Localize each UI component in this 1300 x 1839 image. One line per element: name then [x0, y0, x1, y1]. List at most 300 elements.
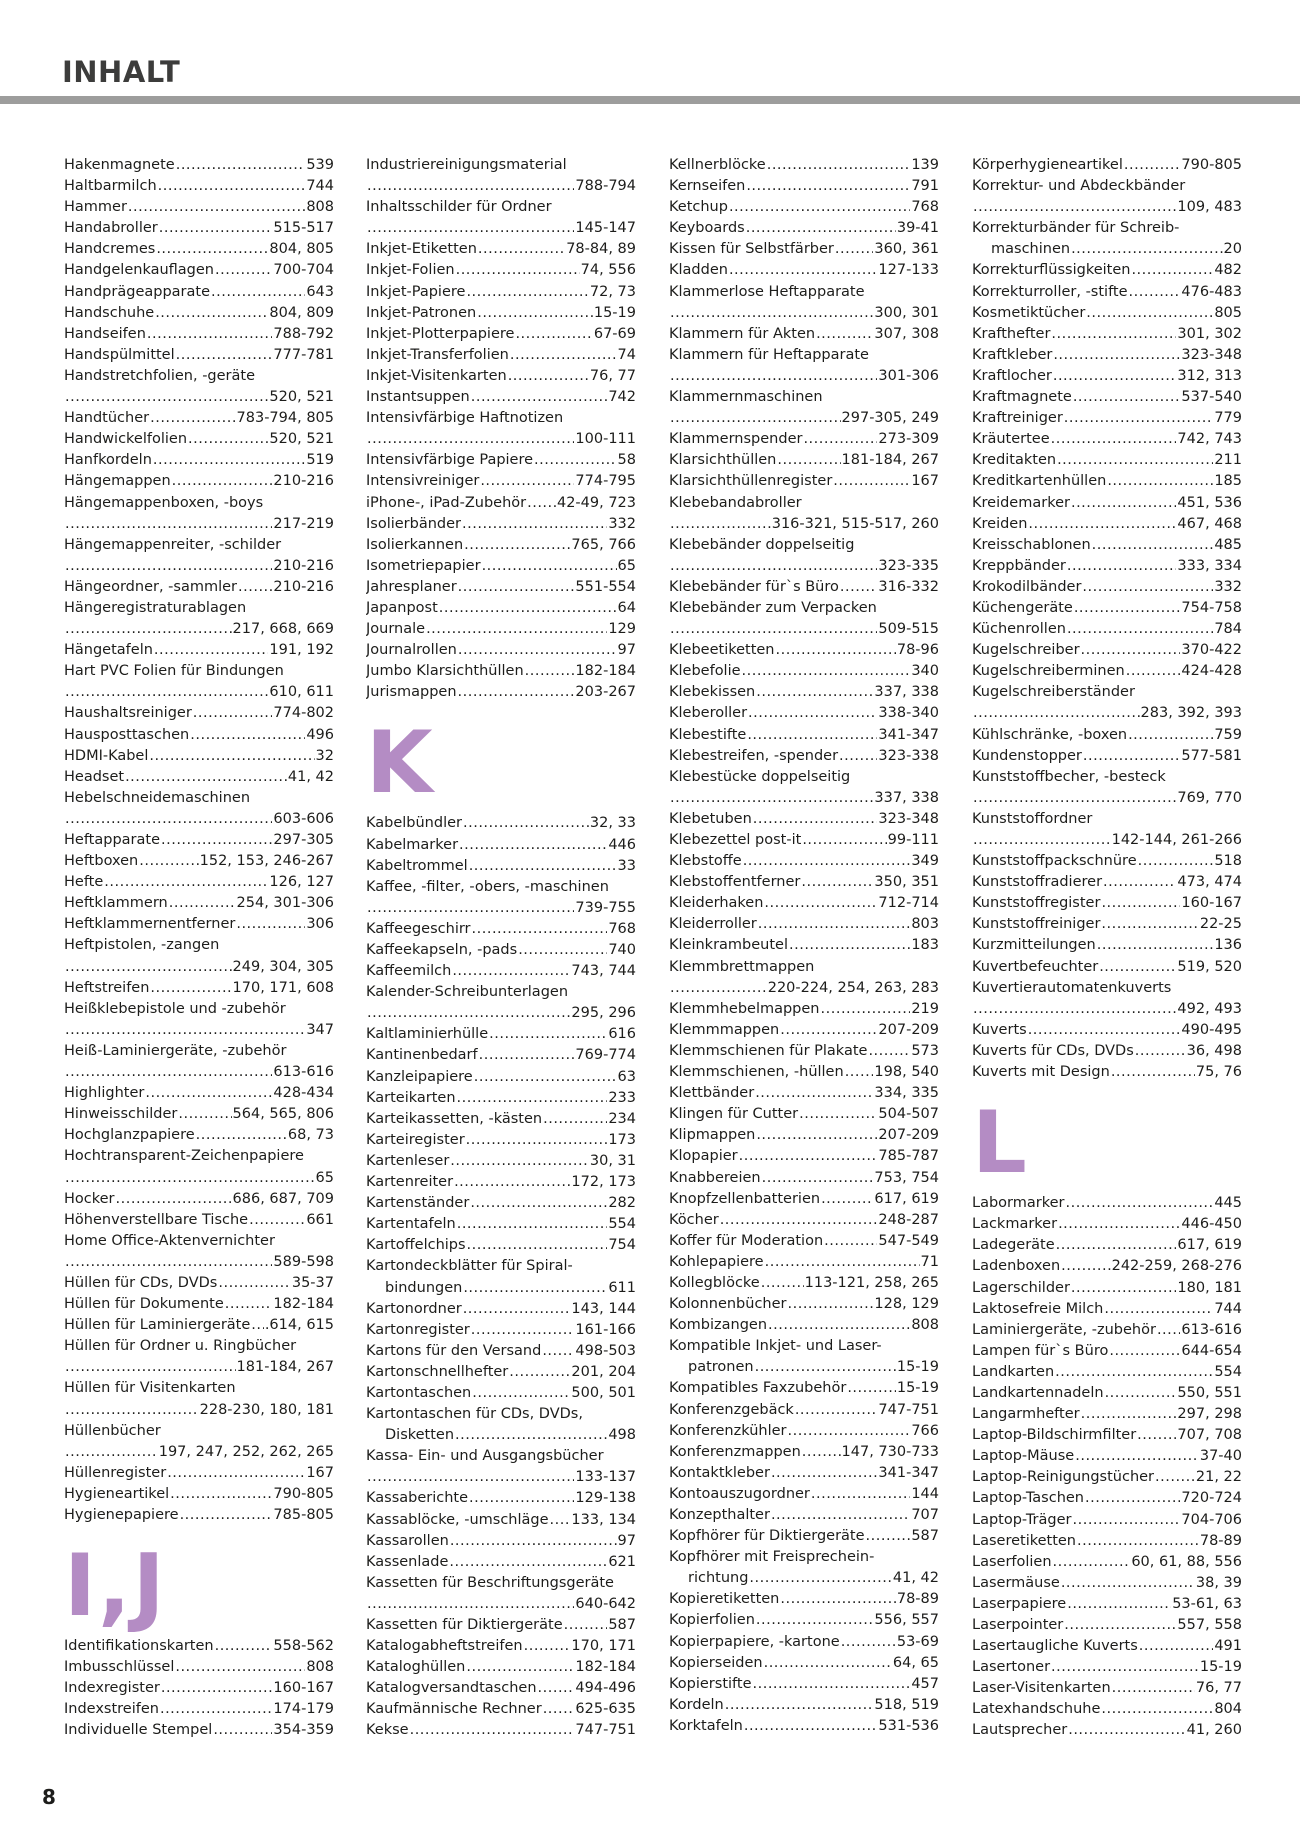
index-entry: [972, 1657, 1242, 1678]
index-entry: [366, 1699, 636, 1720]
entry-term: Korktafeln: [669, 1717, 743, 1734]
index-entry: [669, 155, 939, 176]
entry-pages: 554: [608, 1216, 636, 1233]
index-entry: [366, 1531, 636, 1552]
entry-pages: 74: [617, 346, 636, 363]
entry-term: Laminiergeräte, -zubehör: [972, 1321, 1156, 1338]
entry-pages: 354-359: [273, 1722, 334, 1739]
index-entry: [972, 577, 1242, 598]
dot-leader: [839, 746, 877, 767]
index-entry: [366, 619, 636, 640]
entry-pages: 15-19: [593, 304, 636, 321]
entry-pages: 747-751: [575, 1722, 636, 1739]
entry-pages: 643: [306, 283, 334, 300]
entry-pages: 739-755: [575, 899, 636, 916]
entry-term: Kleiderroller: [669, 916, 757, 933]
entry-pages: 282: [608, 1195, 636, 1212]
dot-leader: [1138, 851, 1214, 872]
entry-pages: 332: [608, 515, 636, 532]
entry-pages: 306: [306, 916, 334, 933]
dot-leader: [755, 1083, 873, 1104]
index-entry: [972, 535, 1242, 556]
index-entry: [972, 408, 1242, 429]
index-entry: [972, 619, 1242, 640]
index-entry: [64, 619, 334, 640]
index-entry-heading: Kassa- Ein- und Ausgangsbücher: [366, 1448, 604, 1465]
entry-term: Langarmhefter: [972, 1406, 1080, 1423]
index-entry: [972, 1467, 1242, 1488]
index-entry: [64, 1189, 334, 1210]
entry-pages: 791: [911, 178, 939, 195]
index-entry: [972, 893, 1242, 914]
entry-pages: 65: [315, 1169, 334, 1186]
dot-leader: [158, 176, 306, 197]
entry-pages: 803: [911, 916, 939, 933]
index-entry: [669, 1210, 939, 1231]
entry-term: Kopierseiden: [669, 1654, 763, 1671]
dot-leader: [1061, 1256, 1110, 1277]
index-entry: [64, 197, 334, 218]
entry-term: Kuvertbefeuchter: [972, 958, 1099, 975]
index-entry: [64, 1168, 334, 1189]
dot-leader: [1065, 1193, 1213, 1214]
index-entry: [972, 1594, 1242, 1615]
index-entry: [64, 1484, 334, 1505]
index-entry: [366, 450, 636, 471]
dot-leader: [802, 1442, 841, 1463]
dot-leader: [780, 1020, 877, 1041]
entry-term: Krafthefter: [972, 325, 1051, 342]
entry-term: Kraftmagnete: [972, 389, 1072, 406]
index-entry: [669, 788, 939, 809]
entry-pages: 617, 619: [874, 1190, 939, 1207]
dot-leader: [176, 345, 273, 366]
index-entry: [972, 345, 1242, 366]
entry-term: Klarsichthüllen: [669, 452, 777, 469]
dot-leader: [457, 1214, 608, 1235]
index-entry-heading: Industriereinigungsmaterial: [366, 157, 567, 173]
entry-pages: 15-19: [896, 1359, 939, 1376]
entry-term: Hüllen für CDs, DVDs: [64, 1274, 218, 1291]
entry-pages: 754: [608, 1237, 636, 1254]
entry-term: Klebekissen: [669, 684, 756, 701]
index-entry-heading: Klemmbrettmappen: [669, 958, 815, 975]
index-entry-heading: Hängemappenreiter, -schilder: [64, 536, 282, 553]
entry-pages: 167: [306, 1464, 334, 1481]
index-entry: [669, 619, 939, 640]
dot-leader: [215, 260, 272, 281]
entry-term: Kataloghüllen: [366, 1659, 466, 1676]
dot-leader: [1103, 872, 1176, 893]
index-entry: [669, 577, 939, 598]
dot-leader: [470, 1193, 607, 1214]
entry-term: Individuelle Stempel: [64, 1722, 213, 1739]
index-entry: [669, 450, 939, 471]
index-entry: [972, 1299, 1242, 1320]
index-entry: [972, 450, 1242, 471]
entry-pages: 217-219: [273, 515, 334, 532]
index-entry: [64, 155, 334, 176]
entry-pages: 174-179: [273, 1701, 334, 1718]
entry-term: Klarsichthüllenregister: [669, 473, 833, 490]
entry-pages: 152, 153, 246-267: [199, 853, 334, 870]
entry-term: Jumbo Klarsichthüllen: [366, 663, 524, 680]
dot-leader: [469, 856, 617, 877]
dot-leader: [180, 1505, 273, 1526]
index-entry: [972, 872, 1242, 893]
dot-leader: [150, 978, 231, 999]
index-column-4: [972, 155, 1242, 1742]
entry-pages: 139: [911, 157, 939, 173]
dot-leader: [1053, 1552, 1131, 1573]
index-entry-heading: Hochtransparent-Zeichenpapiere: [64, 1148, 304, 1165]
index-entry-heading: Hüllen für Ordner u. Ringbücher: [64, 1338, 297, 1355]
entry-pages: 754-758: [1181, 599, 1242, 616]
entry-term: Hüllen für Laminiergeräte: [64, 1317, 251, 1334]
entry-pages: 617, 619: [1177, 1237, 1242, 1254]
entry-term: Handcremes: [64, 241, 156, 258]
entry-pages: 603-606: [273, 810, 334, 827]
dot-leader: [847, 1378, 896, 1399]
dot-leader: [747, 725, 877, 746]
entry-term: Kabelbündler: [366, 815, 462, 832]
index-entry: [64, 893, 334, 914]
dot-leader: [1055, 1362, 1213, 1383]
entry-pages: 78-89: [896, 1591, 939, 1608]
dot-leader: [469, 1488, 574, 1509]
entry-pages: 180, 181: [1177, 1279, 1242, 1296]
entry-term: Hefte: [64, 874, 104, 891]
dot-leader: [170, 1484, 272, 1505]
entry-pages: 136: [1214, 937, 1242, 954]
entry-pages: 64: [617, 599, 636, 616]
entry-pages: 30, 31: [589, 1152, 636, 1169]
index-entry-heading: Klebebänder zum Verpacken: [669, 599, 877, 616]
entry-pages: 587: [608, 1617, 636, 1633]
dot-leader: [1124, 155, 1181, 176]
dot-leader: [459, 835, 607, 856]
entry-pages: 640-642: [575, 1595, 636, 1612]
entry-term: Klemmmappen: [669, 1021, 780, 1038]
entry-term: Kartoffelchips: [366, 1237, 466, 1254]
entry-term: Kabelmarker: [366, 836, 459, 853]
dot-leader: [742, 661, 911, 682]
entry-pages: 774-802: [273, 705, 334, 722]
index-entry-heading: Handstretchfolien, -geräte: [64, 367, 256, 384]
index-entry: [64, 851, 334, 872]
entry-pages: 788-794: [575, 178, 636, 195]
dot-leader: [139, 851, 198, 872]
dot-leader: [973, 788, 1176, 809]
dot-leader: [466, 1130, 608, 1151]
index-entry-heading: Klebebänder doppelseitig: [669, 536, 855, 553]
entry-pages: 228-230, 180, 181: [199, 1401, 334, 1418]
dot-leader: [515, 324, 592, 345]
entry-pages: 67-69: [593, 325, 636, 342]
entry-pages: 182-184: [575, 1659, 636, 1676]
entry-term: Korrekturflüssigkeiten: [972, 262, 1131, 279]
dot-leader: [1064, 1615, 1176, 1636]
index-entry: [972, 830, 1242, 851]
entry-pages: 39-41: [896, 220, 939, 237]
index-entry: [669, 703, 939, 724]
entry-term: Klipmappen: [669, 1127, 756, 1144]
index-entry-heading: Kugelschreiberständer: [972, 684, 1135, 701]
dot-leader: [116, 1189, 232, 1210]
entry-term: Landkartennadeln: [972, 1384, 1104, 1401]
index-entry: [669, 640, 939, 661]
index-entry: [972, 1552, 1242, 1573]
entry-pages: 41, 42: [892, 1570, 939, 1587]
entry-pages: 589-598: [273, 1253, 334, 1270]
index-entry-heading: Heiß-Laminiergeräte, -zubehör: [64, 1042, 287, 1059]
entry-pages: 323-335: [878, 557, 939, 574]
entry-pages: 531-536: [878, 1717, 939, 1734]
entry-pages: 784: [1214, 621, 1242, 638]
dot-leader: [1073, 1510, 1181, 1531]
entry-pages: 515-517: [273, 220, 334, 237]
index-entry: [669, 1041, 939, 1062]
index-entry: [669, 1632, 939, 1653]
index-entry: [64, 703, 334, 724]
index-entry-heading: Kalender-Schreibunterlagen: [366, 984, 569, 1001]
entry-term: Jahresplaner: [366, 578, 457, 595]
entry-term: Hochglanzpapiere: [64, 1127, 195, 1144]
dot-leader: [1028, 514, 1176, 535]
entry-term: Korrekturroller, -stifte: [972, 283, 1128, 300]
index-entry: [972, 957, 1242, 978]
dot-leader: [746, 176, 910, 197]
entry-term: patronen: [688, 1359, 754, 1376]
entry-pages: 60, 61, 88, 556: [1131, 1553, 1242, 1570]
entry-pages: 587: [911, 1528, 939, 1545]
index-entry: [366, 1467, 636, 1488]
index-entry: [64, 408, 334, 429]
dot-leader: [159, 218, 273, 239]
index-entry: [366, 1636, 636, 1657]
index-entry: [669, 1526, 939, 1547]
index-entry-heading: Intensivfärbige Haftnotizen: [366, 410, 564, 427]
entry-term: Kurzmitteilungen: [972, 937, 1096, 954]
entry-term: Klebefolie: [669, 663, 741, 680]
dot-leader: [65, 1062, 272, 1083]
dot-leader: [1112, 1678, 1195, 1699]
header-rule: [0, 96, 1300, 104]
index-entry: [972, 1636, 1242, 1657]
dot-leader: [720, 1210, 878, 1231]
entry-pages: 183: [911, 937, 939, 954]
dot-leader: [482, 556, 617, 577]
entry-term: Kreisschablonen: [972, 536, 1091, 553]
dot-leader: [753, 809, 878, 830]
index-entry: [972, 197, 1242, 218]
entry-pages: 766: [911, 1422, 939, 1439]
entry-pages: 704-706: [1181, 1511, 1242, 1528]
dot-leader: [1075, 1446, 1199, 1467]
index-entry: [366, 961, 636, 982]
index-entry: [366, 1151, 636, 1172]
dot-leader: [65, 1357, 236, 1378]
dot-leader: [65, 387, 268, 408]
entry-pages: 191, 192: [269, 642, 334, 659]
dot-leader: [780, 1589, 895, 1610]
index-entry: [366, 919, 636, 940]
index-entry: [366, 1510, 636, 1531]
index-entry-heading: Hängeregistraturablagen: [64, 599, 247, 616]
entry-pages: 788-792: [273, 325, 334, 342]
dot-leader: [125, 767, 287, 788]
entry-term: Inkjet-Etiketten: [366, 241, 477, 258]
entry-pages: 182-184: [273, 1296, 334, 1313]
index-entry: [366, 1552, 636, 1573]
index-entry: [366, 1214, 636, 1235]
index-entry-heading: Hüllenbücher: [64, 1422, 161, 1439]
dot-leader: [426, 619, 607, 640]
entry-pages: 556, 557: [874, 1612, 939, 1629]
entry-term: Kartenreiter: [366, 1174, 454, 1191]
entry-pages: 743, 744: [571, 963, 636, 980]
entry-term: Inkjet-Folien: [366, 262, 455, 279]
dot-leader: [65, 809, 272, 830]
dot-leader: [756, 1610, 874, 1631]
index-entry: [972, 1699, 1242, 1720]
entry-pages: 64, 65: [892, 1654, 939, 1671]
index-entry: [366, 856, 636, 877]
dot-leader: [743, 851, 911, 872]
dot-leader: [1082, 577, 1213, 598]
entry-pages: 519, 520: [1177, 958, 1242, 975]
entry-pages: 473, 474: [1177, 874, 1242, 891]
index-entry: [64, 746, 334, 767]
entry-pages: 537-540: [1181, 389, 1242, 406]
entry-pages: 242-259, 268-276: [1111, 1258, 1242, 1275]
entry-term: Kraftlocher: [972, 367, 1052, 384]
dot-leader: [835, 239, 874, 260]
index-entry-heading: Heißklebepistole und -zubehör: [64, 1000, 286, 1017]
index-entry-heading: Klammern für Heftapparate: [669, 346, 869, 363]
dot-leader: [479, 1045, 575, 1066]
entry-term: Kopfhörer für Diktiergeräte: [669, 1528, 865, 1545]
index-entry: [64, 872, 334, 893]
dot-leader: [458, 640, 617, 661]
entry-term: Kordeln: [669, 1696, 724, 1713]
entry-term: Kekse: [366, 1722, 409, 1739]
entry-term: Labormarker: [972, 1195, 1065, 1212]
dot-leader: [789, 935, 910, 956]
entry-pages: 613-616: [273, 1064, 334, 1081]
entry-term: Kleiderhaken: [669, 895, 764, 912]
index-entry: [366, 1657, 636, 1678]
entry-pages: 78-84, 89: [566, 241, 636, 258]
entry-pages: 181-184, 267: [236, 1359, 334, 1376]
entry-pages: 219: [911, 1000, 939, 1017]
entry-term: Kunststoffradierer: [972, 874, 1103, 891]
index-entry: [669, 1484, 939, 1505]
entry-pages: 805: [1214, 304, 1242, 321]
entry-term: Küchengeräte: [972, 599, 1073, 616]
entry-pages: 129-138: [575, 1490, 636, 1507]
dot-leader: [973, 703, 1140, 724]
index-entry: [972, 851, 1242, 872]
entry-term: Lasermäuse: [972, 1574, 1060, 1591]
entry-pages: 785-787: [878, 1148, 939, 1165]
entry-pages: 133-137: [575, 1469, 636, 1486]
entry-term: Kundenstopper: [972, 747, 1082, 764]
dot-leader: [803, 429, 877, 450]
dot-leader: [196, 1125, 287, 1146]
index-entry: [366, 598, 636, 619]
dot-leader: [510, 345, 617, 366]
entry-term: Kontoauszugordner: [669, 1485, 810, 1502]
dot-leader: [746, 218, 896, 239]
dot-leader: [509, 1362, 570, 1383]
entry-term: HDMI-Kabel: [64, 747, 149, 764]
index-entry: [972, 260, 1242, 281]
entry-term: Kaltlaminierhülle: [366, 1026, 489, 1043]
entry-pages: 160-167: [273, 1680, 334, 1697]
index-entry: [366, 1488, 636, 1509]
dot-leader: [550, 1510, 571, 1531]
entry-term: Konzepthalter: [669, 1507, 770, 1523]
entry-term: Kaufmännische Rechner: [366, 1701, 542, 1718]
dot-leader: [176, 155, 306, 176]
index-entry-heading: Klebestücke doppelseitig: [669, 768, 851, 785]
entry-pages: 53-69: [896, 1633, 939, 1650]
dot-leader: [457, 1088, 608, 1109]
dot-leader: [1067, 619, 1213, 640]
entry-term: Kreiden: [972, 515, 1028, 532]
entry-pages: 207-209: [878, 1021, 939, 1038]
index-entry: [972, 324, 1242, 345]
dot-leader: [466, 1657, 574, 1678]
entry-pages: 686, 687, 709: [232, 1190, 334, 1207]
index-entry: [64, 218, 334, 239]
entry-pages: 519: [306, 452, 334, 469]
dot-leader: [410, 1720, 575, 1741]
index-entry: [366, 1362, 636, 1383]
index-entry: [366, 514, 636, 535]
dot-leader: [518, 940, 607, 961]
entry-pages: 518: [1214, 853, 1242, 870]
index-entry: [972, 1404, 1242, 1425]
entry-term: Kollegblöcke: [669, 1274, 760, 1291]
dot-leader: [439, 598, 617, 619]
entry-term: bindungen: [385, 1279, 463, 1296]
entry-term: Hüllenregister: [64, 1464, 167, 1481]
dot-leader: [172, 471, 273, 492]
index-entry: [64, 556, 334, 577]
dot-leader: [670, 303, 873, 324]
entry-term: Kernseifen: [669, 178, 746, 195]
dot-leader: [748, 703, 877, 724]
dot-leader: [821, 1189, 873, 1210]
dot-leader: [160, 1699, 272, 1720]
dot-leader: [462, 514, 607, 535]
entry-term: Kantinenbedarf: [366, 1047, 478, 1064]
entry-pages: 769, 770: [1177, 789, 1242, 806]
entry-pages: 248-287: [878, 1211, 939, 1228]
index-entry: [64, 1657, 334, 1678]
dot-leader: [1074, 598, 1181, 619]
dot-leader: [251, 1315, 264, 1336]
dot-leader: [471, 387, 608, 408]
entry-pages: 297-305, 249: [841, 410, 939, 427]
dot-leader: [1051, 1657, 1199, 1678]
entry-pages: 63: [617, 1068, 636, 1085]
entry-term: Indexstreifen: [64, 1701, 159, 1718]
dot-leader: [1155, 1467, 1195, 1488]
dot-leader: [1111, 1062, 1195, 1083]
